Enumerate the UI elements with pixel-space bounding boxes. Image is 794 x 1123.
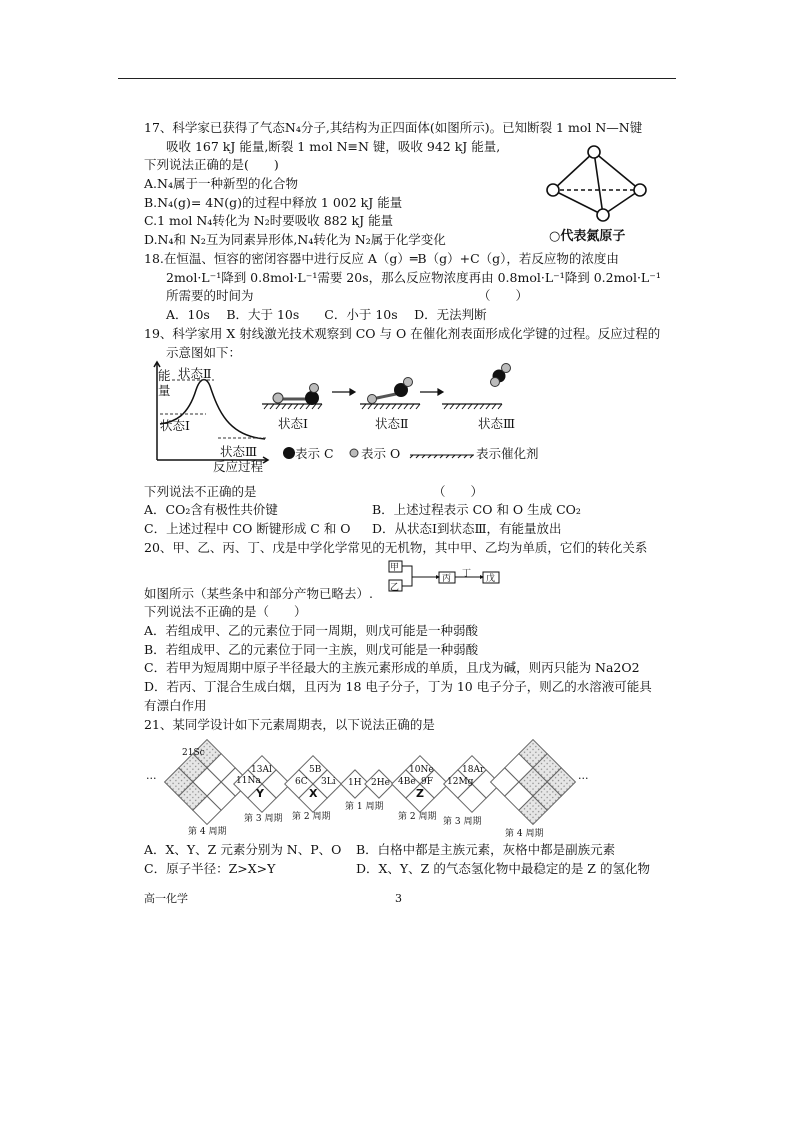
q17-line3: 下列说法正确的是( ) <box>144 157 279 172</box>
q20-option-d-line1: D．若丙、丁混合生成白烟，且丙为 18 电子分子，丁为 10 电子分子，则乙的水溶液可能具 <box>144 679 652 694</box>
q19-option-a: A．CO₂含有极性共价键 <box>144 502 278 517</box>
q21-period-label: 第 4 周期 <box>505 829 544 839</box>
q19-graph-state3: 状态Ⅲ <box>220 444 258 459</box>
q21-option-c: C．原子半径：Z>X>Y <box>144 861 276 876</box>
q21-cell-sc: 21Sc <box>182 748 205 758</box>
q21-ellipsis-right: ... <box>578 769 589 782</box>
q20-line3: 下列说法不正确的是（ ） <box>144 604 307 619</box>
q21-cell-he: 2He <box>371 778 390 788</box>
q21-period-label: 第 2 周期 <box>398 812 437 822</box>
q17-option-b: B.N₄(g)= 4N(g)的过程中释放 1 002 kJ 能量 <box>144 195 403 210</box>
q21-cell-na: 11Na <box>236 776 261 786</box>
q21-period-label: 第 3 周期 <box>443 817 482 827</box>
q19-graph-xlabel: 反应过程 <box>213 459 264 474</box>
q21-ellipsis-left: ... <box>146 769 157 782</box>
header-rule <box>118 78 676 79</box>
q20-node-jia: 甲 <box>390 563 400 573</box>
q19-legend-c: 表示 C <box>295 446 334 461</box>
q21-cell-ar: 18Ar <box>462 765 485 775</box>
footer-subject: 高一化学 <box>144 892 188 905</box>
q18-answer-paren: （ ） <box>478 288 529 303</box>
q17-option-a: A.N₄属于一种新型的化合物 <box>144 176 298 191</box>
q21-cell-z: Z <box>416 787 424 800</box>
q21-cell-f: 9F <box>421 777 433 787</box>
q20-line1: 20、甲、乙、丙、丁、戊是中学化学常见的无机物，其中甲、乙均为单质，它们的转化关系 <box>144 540 648 555</box>
q21-cell-ne: 10Ne <box>409 765 434 775</box>
q20-option-c: C．若甲为短周期中原子半径最大的主族元素形成的单质，且戊为碱，则丙只能为 Na2O2 <box>144 660 640 675</box>
q21-cell-y: Y <box>256 787 264 800</box>
q19-question: 下列说法不正确的是 <box>144 484 257 499</box>
q17-line2: 吸收 167 kJ 能量,断裂 1 mol N≡N 键，吸收 942 kJ 能量, <box>166 139 501 154</box>
q21-cell-li: 3Li <box>321 777 336 787</box>
q18-line1: 18.在恒温、恒容的密闭容器中进行反应 A（g）═B（g）+C（g），若反应物的浓度由 <box>144 251 619 266</box>
q19-line1: 19、科学家用 X 射线激光技术观察到 CO 与 O 在催化剂表面形成化学键的过程。反应过程的 <box>144 326 661 341</box>
q18-line3: 所需要的时间为 <box>166 288 254 303</box>
q19-graph-state1: 状态Ⅰ <box>160 418 190 433</box>
q17-option-c: C.1 mol N₄转化为 N₂时要吸收 882 kJ 能量 <box>144 213 394 228</box>
q19-graph-state2: 状态Ⅱ <box>178 366 212 381</box>
q21-cell-x: X <box>309 787 318 800</box>
q21-period-label: 第 1 周期 <box>345 802 384 812</box>
n4-tetrahedron-figure <box>540 140 660 240</box>
page-number: 3 <box>395 892 402 905</box>
q21-line1: 21、某同学设计如下元素周期表，以下说法正确的是 <box>144 717 435 732</box>
q21-cell-mg: 12Mg <box>447 777 474 787</box>
q21-cell-b: 5B <box>309 765 322 775</box>
q21-cell-al: 13Al <box>251 765 272 775</box>
q18-options: A．10s B．大于 10s C．小于 10s D．无法判断 <box>166 307 487 322</box>
q19-graph-ylabel: 能量 <box>158 368 171 398</box>
q19-option-b: B．上述过程表示 CO 和 O 生成 CO₂ <box>372 502 581 517</box>
q21-option-d: D．X、Y、Z 的气态氢化物中最稳定的是 Z 的氢化物 <box>356 861 650 876</box>
q21-period-label: 第 4 周期 <box>188 827 227 837</box>
q21-period-label: 第 2 周期 <box>292 812 331 822</box>
q19-stage-label-1: 状态Ⅰ <box>278 416 308 431</box>
q21-cell-be: 4Be <box>398 777 416 787</box>
q21-option-b: B．白格中都是主族元素，灰格中都是副族元素 <box>356 842 616 857</box>
q20-label-ding: 丁 <box>462 569 472 579</box>
q19-option-d: D．从状态Ⅰ到状态Ⅲ，有能量放出 <box>372 521 562 536</box>
q19-stage-label-3: 状态Ⅲ <box>478 416 516 431</box>
q19-legend-o: 表示 O <box>361 446 401 461</box>
q19-line2: 示意图如下： <box>166 345 242 360</box>
q21-period-label: 第 3 周期 <box>244 814 283 824</box>
q20-node-wu: 戊 <box>486 574 496 584</box>
q18-line2: 2mol·L⁻¹降到 0.8mol·L⁻¹需要 20s，那么反应物浓度再由 0.8mol·L⁻¹降到 0.2mol·L⁻¹ <box>166 270 661 285</box>
q17-figure-legend: ○代表氮原子 <box>549 229 626 244</box>
q20-option-d-line2: 有漂白作用 <box>144 698 207 713</box>
q19-process-diagram <box>258 362 498 422</box>
q20-node-bing: 丙 <box>442 574 452 584</box>
q20-line2: 如图所示（某些条中和部分产物已略去）. <box>144 586 373 601</box>
q20-node-yi: 乙 <box>390 583 400 593</box>
q19-answer-paren: （ ） <box>433 484 484 499</box>
q21-cell-c: 6C <box>295 777 308 787</box>
q21-cell-h: 1H <box>348 778 362 788</box>
q20-option-a: A．若组成甲、乙的元素位于同一周期，则戊可能是一种弱酸 <box>144 623 479 638</box>
q19-legend-catalyst: 表示催化剂 <box>476 446 539 461</box>
q17-line1: 17、科学家已获得了气态N₄分子,其结构为正四面体(如图所示)。已知断裂 1 mol N—N键 <box>144 120 643 135</box>
q19-stage-label-2: 状态Ⅱ <box>375 416 409 431</box>
q19-option-c: C．上述过程中 CO 断键形成 C 和 O <box>144 521 351 536</box>
q21-option-a: A．X、Y、Z 元素分别为 N、P、O <box>144 842 342 857</box>
q20-option-b: B．若组成甲、乙的元素位于同一主族，则戊可能是一种弱酸 <box>144 642 479 657</box>
q17-option-d: D.N₄和 N₂互为同素异形体,N₄转化为 N₂属于化学变化 <box>144 232 446 247</box>
